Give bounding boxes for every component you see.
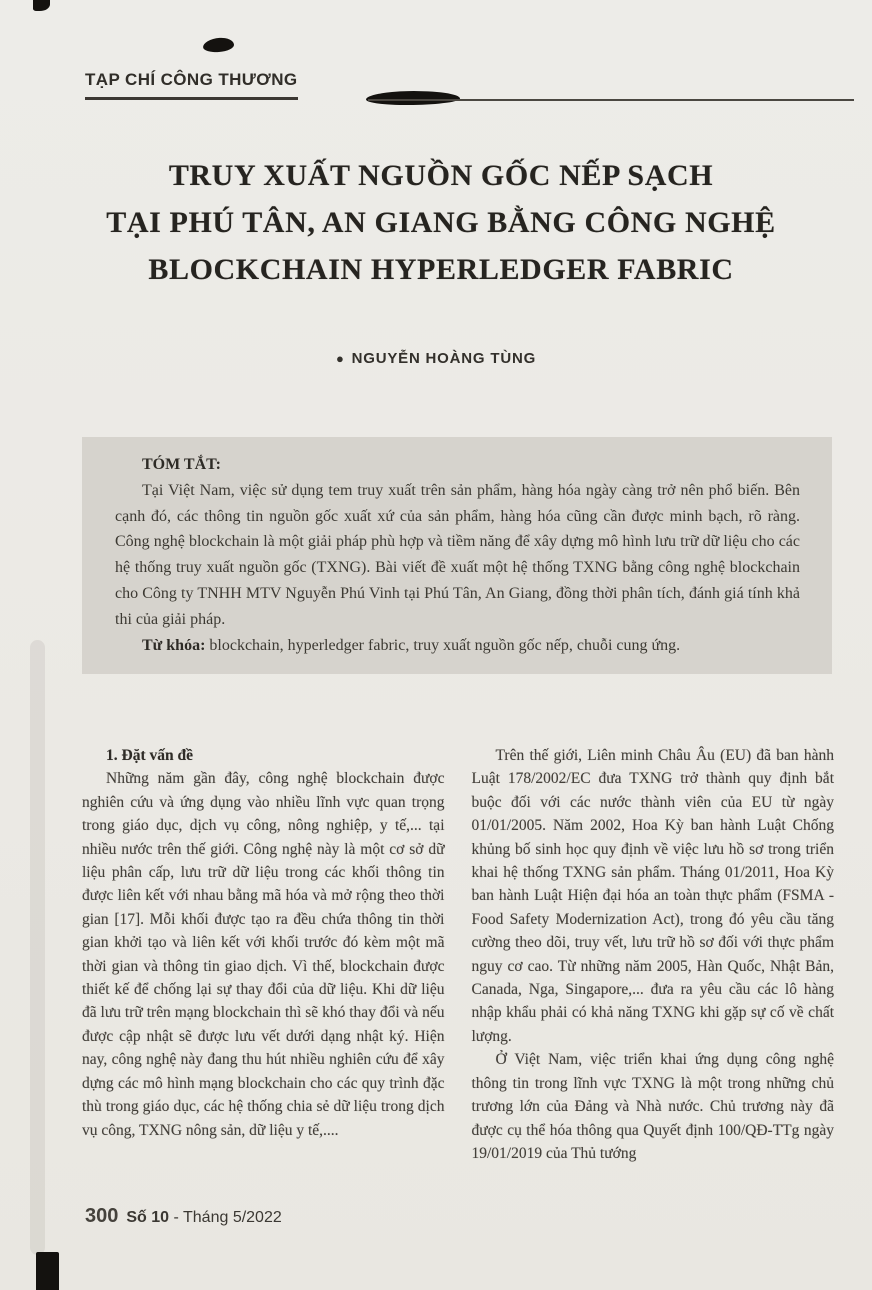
page-footer (85, 1205, 282, 1228)
keywords-label: Từ khóa: (142, 636, 206, 654)
ink-blob-top (203, 37, 235, 53)
abstract-box (82, 437, 832, 674)
header-rule (368, 99, 854, 101)
body-paragraph: Trên thế giới, Liên minh Châu Âu (EU) đã ban hành Luật 178/2002/EC đưa TXNG trở thành quy định bắt buộc đối với các nước thành viên của EU từ ngày 01/01/2005. Năm 2002, Hoa Kỳ ban hành Luật Chống khủng bố sinh học quy định về việc lưu hồ sơ trong triển khai hệ thống TXNG sản phẩm. Tháng 01/2011, Hoa Kỳ ban hành Luật Hiện đại hóa an toàn thực phẩm (FSMA - Food Safety Modernization Act), trong đó yêu cầu tăng cường theo dõi, truy vết, lưu trữ hồ sơ đối với thực phẩm nguy cơ cao. Từ những năm 2005, Hàn Quốc, Nhật Bản, Canada, Nga, Singapore,... đưa ra yêu cầu các lô hàng nhập khẩu phải có khả năng TXNG khi gặp sự cố về chất lượng. (471, 747, 834, 1045)
author-bullet-icon: ● (335, 351, 345, 366)
title-line-1: TRUY XUẤT NGUỒN GỐC NẾP SẠCH (168, 159, 714, 192)
title-line-3: BLOCKCHAIN HYPERLEDGER FABRIC (148, 253, 734, 286)
body-column-right (472, 744, 835, 1165)
issue-label: Số 10 (126, 1209, 170, 1226)
article-body (82, 744, 834, 1165)
page-number: 300 (85, 1205, 119, 1227)
article-title (50, 152, 832, 293)
body-column-left (82, 744, 445, 1165)
body-paragraph: Những năm gần đây, công nghệ blockchain được nghiên cứu và ứng dụng vào nhiều lĩnh vực quan trọng trong giáo dục, dịch vụ công, nông nghiệp, y tế,... tại nhiều nước trên thế giới. Công nghệ này là một cơ sở dữ liệu phân cấp, lưu trữ dữ liệu trong các khối thông tin được liên kết với nhau bằng mã hóa và mở rộng theo thời gian [17]. Mỗi khối được tạo ra đều chứa thông tin thời gian khởi tạo và liên kết với khối trước đó kèm một mã thời gian và thông tin giao dịch. Vì thế, blockchain được thiết kế để chống lại sự thay đổi của dữ liệu. Khi dữ liệu đã lưu trữ trên mạng blockchain thì sẽ khó thay đổi và nếu được cập nhật sẽ được lưu vết dưới dạng nhật ký. Hiện nay, công nghệ này đang thu hút nhiều nghiên cứu để xây dựng các mô hình mạng blockchain cho các quy trình đặc thù trong giáo dục, các hệ thống chia sẻ dữ liệu trong dịch vụ công, TXNG nông sản, dữ liệu y tế,.... (82, 770, 445, 1139)
keywords-text: blockchain, hyperledger fabric, truy xuất nguồn gốc nếp, chuỗi cung ứng. (209, 636, 681, 654)
section-heading: 1. Đặt vấn đề (106, 747, 193, 764)
scan-artifact-bottom-bar (36, 1252, 59, 1290)
scan-artifact-top-corner (33, 0, 50, 11)
keywords-line (115, 633, 800, 659)
abstract-heading: TÓM TẮT: (142, 456, 221, 473)
scan-shadow-left (30, 640, 45, 1255)
abstract-heading-line (115, 452, 800, 478)
title-line-2: TẠI PHÚ TÂN, AN GIANG BẰNG CÔNG NGHỆ (106, 206, 776, 239)
body-paragraph: Ở Việt Nam, việc triển khai ứng dụng công nghệ thông tin trong lĩnh vực TXNG là một trong những chủ trương lớn của Đảng và Nhà nước. Chủ trương này đã được cụ thể hóa thông qua Quyết định 100/QĐ-TTg ngày 19/01/2019 của Thủ tướng (471, 1051, 834, 1162)
issue-date: - Tháng 5/2022 (173, 1209, 282, 1226)
author-byline (0, 350, 872, 367)
abstract-text: Tại Việt Nam, việc sử dụng tem truy xuất trên sản phẩm, hàng hóa ngày càng trở nên phổ biến. Bên cạnh đó, các thông tin nguồn gốc xuất xứ của sản phẩm, hàng hóa cũng cần được minh bạch, rõ ràng. Công nghệ blockchain là một giải pháp phù hợp và tiềm năng để xây dựng mô hình lưu trữ dữ liệu cho các hệ thống truy xuất nguồn gốc (TXNG). Bài viết đề xuất một hệ thống TXNG bằng công nghệ blockchain cho Công ty TNHH MTV Nguyễn Phú Vinh tại Phú Tân, An Giang, đồng thời phân tích, đánh giá tính khả thi của giải pháp. (115, 481, 800, 628)
journal-masthead: TẠP CHÍ CÔNG THƯƠNG (85, 70, 298, 100)
ink-blob-header-rule (366, 90, 460, 106)
author-name: NGUYỄN HOÀNG TÙNG (351, 350, 537, 367)
